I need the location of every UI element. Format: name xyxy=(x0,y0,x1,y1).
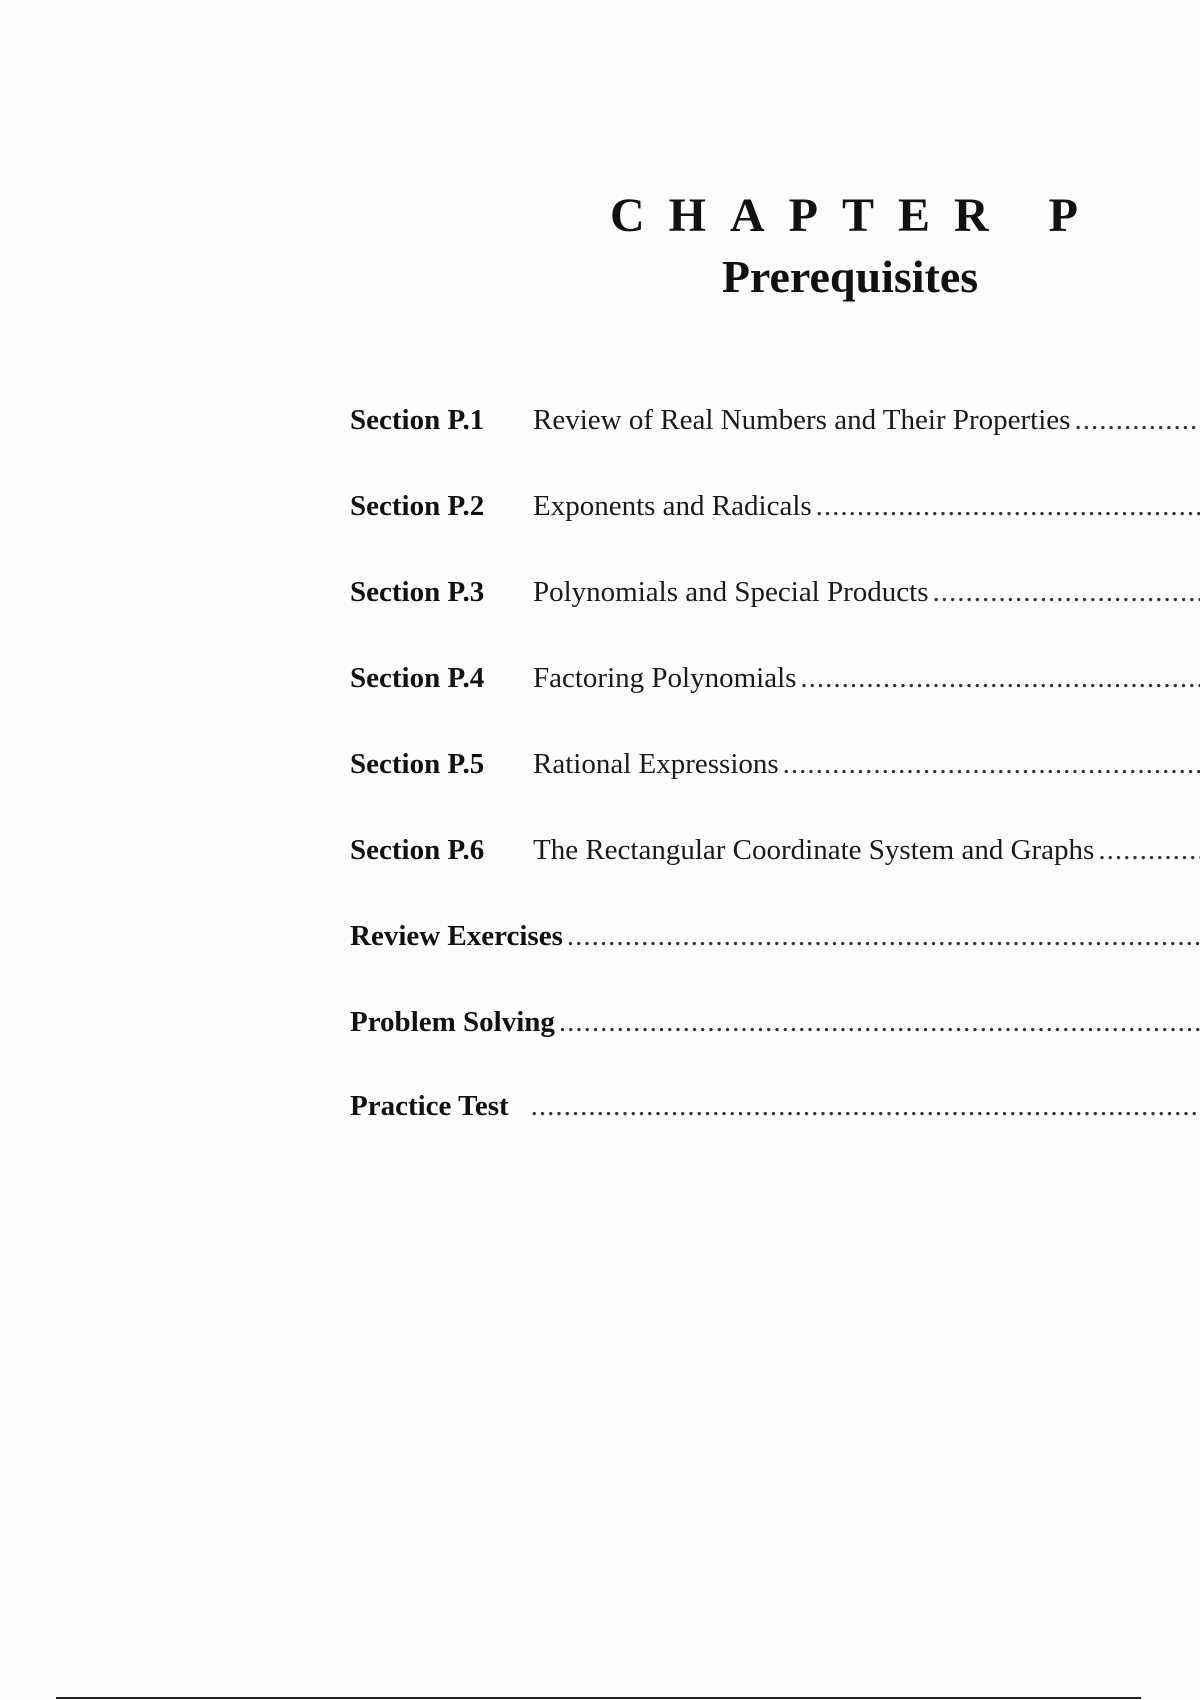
dot-leader xyxy=(1074,404,1200,437)
footer-rule xyxy=(56,1697,1141,1699)
toc-entry-title: Rational Expressions xyxy=(533,748,779,780)
dot-leader xyxy=(933,576,1200,609)
toc-entry-label: Section P.2 xyxy=(350,490,485,522)
toc-entry-title: The Rectangular Coordinate System and Graphs xyxy=(533,834,1095,866)
dot-leader xyxy=(816,490,1200,523)
toc-entry-title: Exponents and Radicals xyxy=(533,490,812,522)
toc-entry-p5[interactable] xyxy=(350,748,1200,784)
toc-entry-label: Section P.4 xyxy=(350,662,485,694)
toc-entry-label: Section P.1 xyxy=(350,404,485,436)
toc-entry-label: Section P.3 xyxy=(350,576,485,608)
toc-entry-label: Practice Test xyxy=(350,1090,509,1122)
toc-entry-practice-test[interactable] xyxy=(350,1090,1200,1126)
toc-entry-p6[interactable] xyxy=(350,834,1200,870)
dot-leader xyxy=(567,920,1200,953)
dot-leader xyxy=(1098,834,1200,867)
toc-entry-label: Section P.6 xyxy=(350,834,485,866)
toc-entry-title: Review of Real Numbers and Their Properties xyxy=(533,404,1071,436)
dot-leader xyxy=(800,662,1200,695)
toc-entry-title: Factoring Polynomials xyxy=(533,662,797,694)
dot-leader xyxy=(783,748,1200,781)
toc-entry-p1[interactable] xyxy=(350,404,1200,440)
chapter-title: Prerequisites xyxy=(721,251,979,302)
toc-entry-problem-solving[interactable] xyxy=(350,1006,1200,1042)
toc-entry-label: Review Exercises xyxy=(350,920,563,952)
toc-entry-label: Problem Solving xyxy=(350,1006,555,1038)
dot-leader xyxy=(559,1006,1200,1039)
toc-entry-title: Polynomials and Special Products xyxy=(533,576,929,608)
chapter-heading: CHAPTER P xyxy=(610,189,1102,242)
toc-entry-p3[interactable] xyxy=(350,576,1200,612)
toc-entry-p2[interactable] xyxy=(350,490,1200,526)
toc-entry-label: Section P.5 xyxy=(350,748,485,780)
toc-entry-review-exercises[interactable] xyxy=(350,920,1200,956)
dot-leader xyxy=(531,1090,1200,1123)
toc-entry-p4[interactable] xyxy=(350,662,1200,698)
